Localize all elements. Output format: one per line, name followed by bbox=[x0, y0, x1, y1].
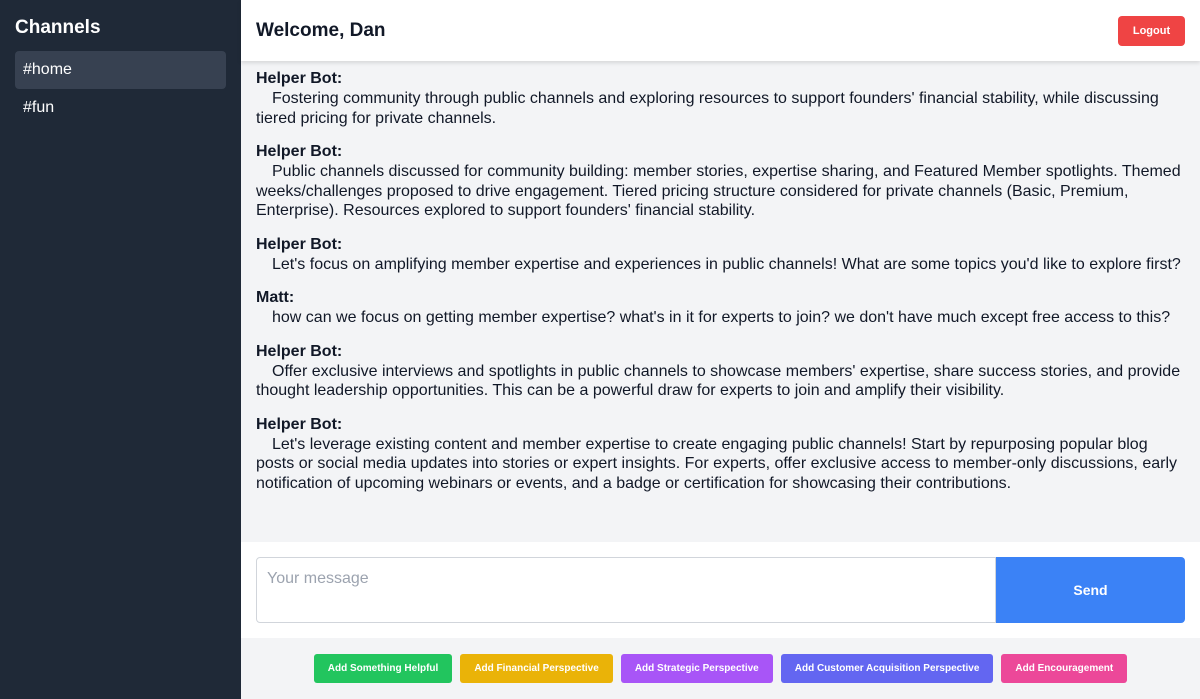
add-something-helpful-button[interactable]: Add Something Helpful bbox=[314, 654, 453, 683]
message-list[interactable] bbox=[241, 61, 1200, 542]
message-item bbox=[256, 69, 1185, 128]
composer-row bbox=[256, 557, 1185, 623]
message-author: Helper Bot: bbox=[256, 235, 343, 253]
main-panel bbox=[241, 0, 1200, 699]
message-text: Let's focus on amplifying member expertise and experiences in public channels! What are some topics you'd like to explore first? bbox=[272, 255, 1181, 273]
logout-button[interactable]: Logout bbox=[1118, 16, 1185, 46]
action-bar bbox=[241, 638, 1200, 699]
message-author: Helper Bot: bbox=[256, 70, 343, 87]
send-button[interactable]: Send bbox=[996, 557, 1185, 623]
message-author: Helper Bot: bbox=[256, 415, 343, 433]
sidebar bbox=[0, 0, 241, 699]
message-item bbox=[256, 415, 1185, 494]
message-text: Public channels discussed for community building: member stories, expertise sharing, and Featured Member spotlights. Themed weeks/challenges proposed to drive engagement. Tiered pricing structure considered for private channels (Basic, Premium, Enterprise). Resources explored to support founders' financial stability. bbox=[256, 163, 1181, 219]
channel-item-home[interactable]: #home bbox=[15, 51, 226, 89]
message-text: Let's leverage existing content and member expertise to create engaging public channels! Start by repurposing popular blog posts or social media updates into stories or expert insights. For experts, offer exclusive access to member-only discussions, early notification of upcoming webinars or events, and a badge or certification for showcasing their contributions. bbox=[256, 435, 1177, 492]
add-financial-perspective-button[interactable]: Add Financial Perspective bbox=[460, 654, 613, 683]
add-encouragement-button[interactable]: Add Encouragement bbox=[1001, 654, 1127, 683]
channel-item-fun[interactable]: #fun bbox=[23, 99, 55, 116]
message-item bbox=[256, 342, 1185, 401]
add-strategic-perspective-button[interactable]: Add Strategic Perspective bbox=[621, 654, 773, 683]
message-author: Matt: bbox=[256, 289, 295, 306]
message-text: Offer exclusive interviews and spotlights in public channels to showcase members' expertise, share success stories, and provide thought leadership opportunities. This can be a powerful draw for experts to join and amplify their visibility. bbox=[256, 362, 1181, 399]
message-item bbox=[256, 142, 1185, 221]
message-text: how can we focus on getting member expertise? what's in it for experts to join? we don't have much except free access to this? bbox=[272, 309, 1171, 326]
message-author: Helper Bot: bbox=[256, 143, 343, 160]
message-author: Helper Bot: bbox=[256, 342, 343, 360]
message-item bbox=[256, 288, 1185, 328]
header bbox=[241, 0, 1200, 61]
message-item bbox=[256, 235, 1185, 275]
message-input[interactable] bbox=[256, 557, 996, 623]
add-customer-acquisition-perspective-button[interactable]: Add Customer Acquisition Perspective bbox=[781, 654, 994, 683]
composer bbox=[241, 542, 1200, 638]
welcome-title: Welcome, Dan bbox=[256, 19, 386, 41]
sidebar-title: Channels bbox=[15, 17, 101, 38]
message-text: Fostering community through public channels and exploring resources to support founders' financial stability, while discussing tiered pricing for private channels. bbox=[256, 90, 1159, 127]
